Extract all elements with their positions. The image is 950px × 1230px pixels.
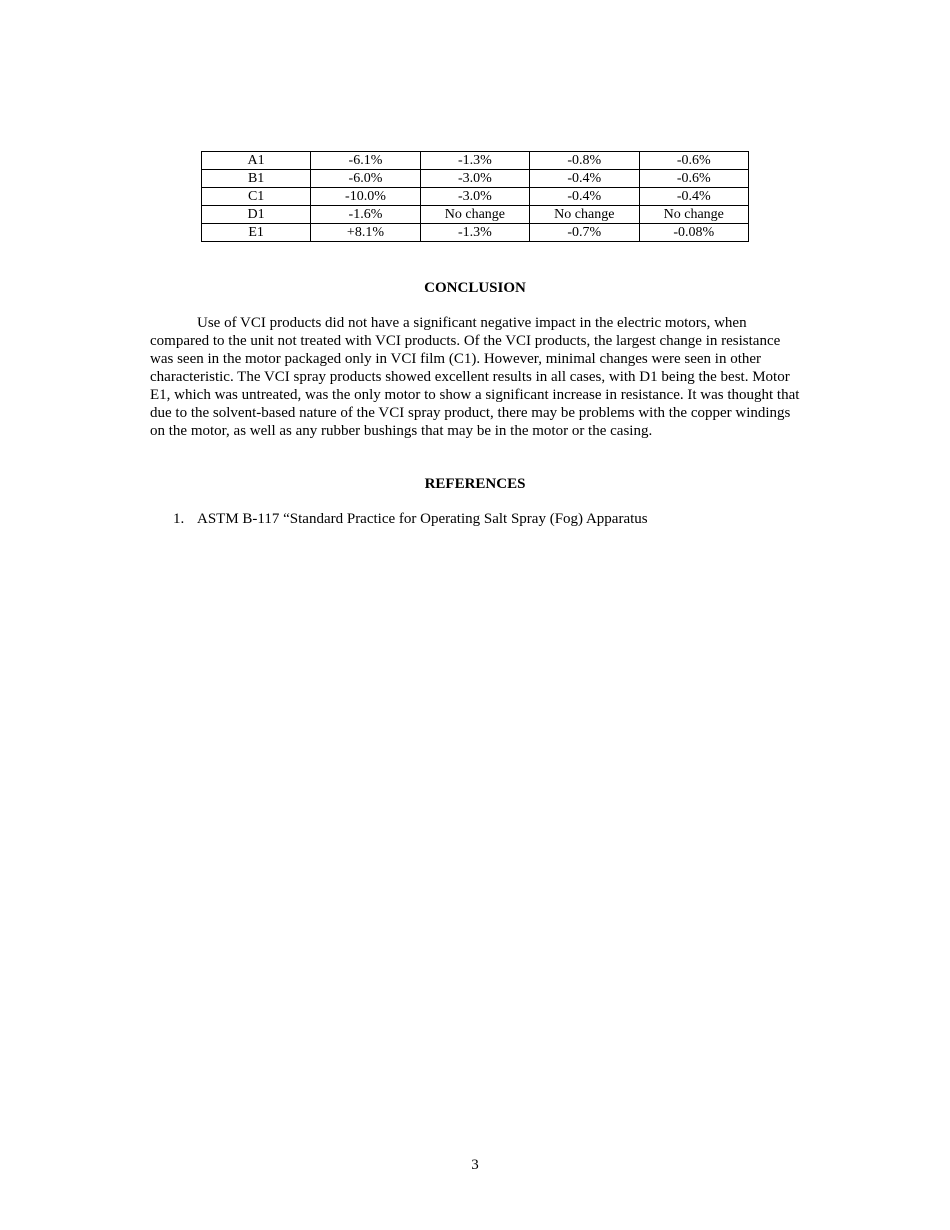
page-number: 3 <box>471 1157 479 1173</box>
table-cell: -0.4% <box>530 170 639 188</box>
conclusion-heading: CONCLUSION <box>424 280 526 296</box>
table-cell: C1 <box>202 188 311 206</box>
results-table <box>201 151 749 242</box>
reference-text: ASTM B-117 “Standard Practice for Operating Salt Spray (Fog) Apparatus <box>197 511 648 527</box>
table-cell: D1 <box>202 206 311 224</box>
table-cell: No change <box>420 206 529 224</box>
table-cell: -6.1% <box>311 152 420 170</box>
list-item <box>173 510 648 528</box>
table-row <box>202 152 749 170</box>
table-cell: -0.7% <box>530 224 639 242</box>
table-cell: B1 <box>202 170 311 188</box>
table-cell: -0.08% <box>639 224 748 242</box>
table-row <box>202 170 749 188</box>
references-heading: REFERENCES <box>424 476 526 492</box>
table-cell: -0.6% <box>639 152 748 170</box>
table-cell: +8.1% <box>311 224 420 242</box>
table-cell: A1 <box>202 152 311 170</box>
table-cell: -6.0% <box>311 170 420 188</box>
table-cell: -0.4% <box>639 188 748 206</box>
table-cell: No change <box>530 206 639 224</box>
table-cell: -0.6% <box>639 170 748 188</box>
conclusion-paragraph <box>150 314 800 440</box>
table-cell: -1.3% <box>420 224 529 242</box>
table-cell: -1.6% <box>311 206 420 224</box>
table-row <box>202 188 749 206</box>
references-list <box>173 510 648 528</box>
table-row <box>202 224 749 242</box>
table-cell: -0.8% <box>530 152 639 170</box>
table-cell: No change <box>639 206 748 224</box>
table-row <box>202 206 749 224</box>
reference-number: 1. <box>173 511 185 527</box>
table-cell: -3.0% <box>420 170 529 188</box>
table-cell: -10.0% <box>311 188 420 206</box>
table-cell: -3.0% <box>420 188 529 206</box>
table-cell: E1 <box>202 224 311 242</box>
conclusion-text: Use of VCI products did not have a significant negative impact in the electric motors, when compared to the unit not treated with VCI products. Of the VCI products, the largest change in resistance was seen in the motor packaged only in VCI film (C1). However, minimal changes were seen in other characteristic. The VCI spray products showed excellent results in all cases, with D1 being the best. Motor E1, which was untreated, was the only motor to show a significant increase in resistance. It was thought that due to the solvent-based nature of the VCI spray product, there may be problems with the copper windings on the motor, as well as any rubber bushings that may be in the motor or the casing. <box>150 315 800 439</box>
table-cell: -1.3% <box>420 152 529 170</box>
table-cell: -0.4% <box>530 188 639 206</box>
